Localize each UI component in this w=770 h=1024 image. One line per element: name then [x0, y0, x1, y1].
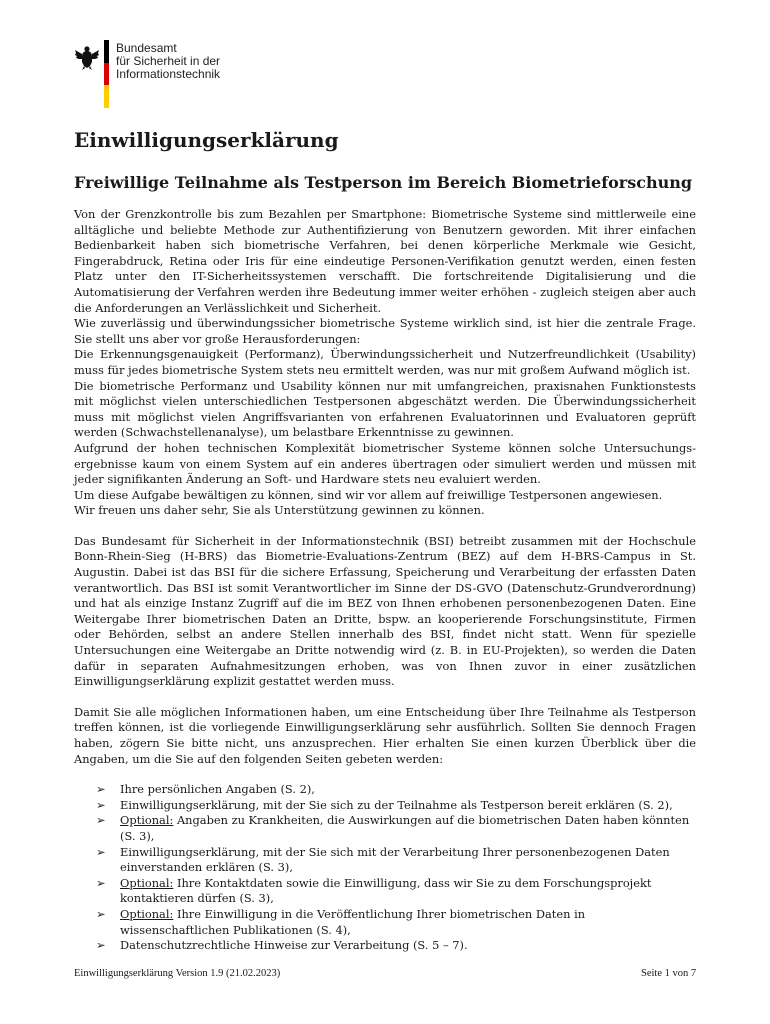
list-item — [74, 845, 696, 876]
document-title: Einwilligungserklärung — [74, 128, 339, 152]
arrow-bullet-icon: ➢ — [96, 938, 106, 953]
federal-eagle-icon — [74, 44, 100, 70]
intro-paragraph: Von der Grenzkontrolle bis zum Bezahlen per Smartphone: Biometrische Systeme sind mittlerweile eine alltägliche und beliebte Methode zur Authentifizierung von Benutzern geworden. Mit ihrer einfachen Bedienbarkeit haben sich biometrische Verfahren, bei denen körperliche Merkmale wie Gesicht, Fingerabdruck, Retina oder Iris für eine eindeutige Personen-Verifikation genutzt werden, einen festen Platz unter den IT-Sicherheitssystemen verschafft. Die fortschreitende Digitalisierung und die Automatisierung der Verfahren werden ihre Bedeutung immer weiter erhöhen - zugleich steigen aber auch die Anforderungen an Verlässlichkeit und Sicherheit. — [74, 207, 696, 315]
intro-paragraph: Wie zuverlässig und überwindungssicher biometrische Systeme wirklich sind, ist hier die zentrale Frage. Sie stellt uns aber vor große Herausforderungen: — [74, 316, 696, 346]
list-item-text: Ihre Einwilligung in die Veröffentlichung Ihrer biometrischen Daten in wissenschaftlichen Publikationen (S. 4), — [120, 906, 586, 937]
footer-version: Einwilligungserklärung Version 1.9 (21.02.2023) — [74, 968, 281, 979]
list-item-text: Datenschutzrechtliche Hinweise zur Verarbeitung (S. 5 – 7). — [120, 938, 468, 953]
intro-paragraph: Die biometrische Performanz und Usability können nur mit umfangreichen, praxisnahen Funktionstests mit möglichst vielen unterschiedlichen Testpersonen abgeschätzt werden. Die Überwindungssicherheit muss mit möglichst vielen Angriffsvarianten von erfahrenen Evaluatorinnen und Evaluatoren geprüft werden (Schwachstellenanalyse), um belastbare Erkenntnisse zu gewinnen. — [74, 378, 696, 440]
paragraph-gap — [74, 767, 696, 782]
list-item — [74, 798, 696, 814]
overview-list — [74, 782, 696, 954]
org-line-2: für Sicherheit in der — [116, 54, 221, 68]
arrow-bullet-icon: ➢ — [96, 875, 106, 890]
list-item — [74, 938, 696, 954]
org-line-1: Bundesamt — [116, 41, 177, 55]
body-text — [74, 207, 696, 954]
list-item — [74, 813, 696, 844]
org-line-3: Informationstechnik — [116, 67, 221, 81]
intro-paragraph: Die Erkennungsgenauigkeit (Performanz), Überwindungssicherheit und Nutzerfreundlichkeit (Usability) muss für jedes biometrische System stets neu ermittelt werden, was nur mit großem Aufwand möglich ist. — [74, 347, 696, 377]
list-item-text: Ihre persönlichen Angaben (S. 2), — [120, 782, 315, 797]
bsi-paragraph: Das Bundesamt für Sicherheit in der Informationstechnik (BSI) betreibt zusammen mit der Hochschule Bonn-Rhein-Sieg (H-BRS) das Biometrie-Evaluations-Zentrum (BEZ) auf dem H-BRS-Campus in St. Augustin. Dabei ist das BSI für die sichere Erfassung, Speicherung und Verarbeitung der erfassten Daten verantwortlich. Das BSI ist somit Verantwortlicher im Sinne der DS-GVO (Datenschutz-Grundverordnung) und hat als einzige Instanz Zugriff auf die im BEZ von Ihnen erhobenen personenbezogenen Daten. Eine Weitergabe Ihrer biometrischen Daten an Dritte, bspw. an kooperierende Forschungsinstitute, Firmen oder Behörden, selbst an andere Stellen innerhalb des BSI, findet nicht statt. Wenn für spezielle Untersuchungen eine Weitergabe an Dritte notwendig wird (z. B. in EU-Projekten), so werden die Daten dafür in separaten Aufnahmesitzungen erhoben, was von Ihnen zuvor in einer zusätzlichen Einwilligungserklärung explizit gestattet werden muss. — [74, 533, 696, 689]
arrow-bullet-icon: ➢ — [96, 782, 106, 797]
arrow-bullet-icon: ➢ — [96, 844, 106, 859]
paragraph-gap — [74, 690, 696, 705]
overview-paragraph: Damit Sie alle möglichen Informationen haben, um eine Entscheidung über Ihre Teilnahme als Testperson treffen können, ist die vorliegende Einwilligungserklärung sehr ausführlich. Sollten Sie dennoch Fragen haben, zögern Sie bitte nicht, uns anzusprechen. Hier erhalten Sie einen kurzen Überblick über die Angaben, um die Sie auf den folgenden Seiten gebeten werden: — [74, 704, 696, 766]
german-flag-stripe — [104, 40, 109, 108]
arrow-bullet-icon: ➢ — [96, 813, 106, 828]
list-item-text: Einwilligungserklärung, mit der Sie sich zu der Teilnahme als Testperson bereit erklären (S. 2), — [120, 797, 673, 812]
arrow-bullet-icon: ➢ — [96, 906, 106, 921]
list-item-text: Angaben zu Krankheiten, die Auswirkungen auf die biometrischen Daten haben könnten (S. 3), — [120, 813, 690, 843]
intro-paragraph: Aufgrund der hohen technischen Komplexität biometrischer Systeme können solche Untersuchungs-ergebnisse kaum von einem System auf ein anderes übertragen oder simuliert werden und müssen mit jeder signifikanten Änderung an Soft- und Hardware stets neu evaluiert werden. — [74, 440, 696, 487]
list-item — [74, 907, 696, 938]
document-subtitle: Freiwillige Teilnahme als Testperson im Bereich Biometrieforschung — [74, 173, 693, 192]
organization-name — [116, 42, 220, 81]
paragraph-gap — [74, 519, 696, 534]
optional-label: Optional: — [120, 906, 174, 921]
list-item-text: Ihre Kontaktdaten sowie die Einwilligung, dass wir Sie zu dem Forschungsprojekt kontaktieren dürfen (S. 3), — [120, 875, 652, 906]
footer-page-number: Seite 1 von 7 — [641, 968, 697, 979]
list-item-text: Einwilligungserklärung, mit der Sie sich mit der Verarbeitung Ihrer personenbezogenen Daten einverstanden erklären (S. 3), — [120, 844, 670, 875]
list-item — [74, 876, 696, 907]
list-item — [74, 782, 696, 798]
intro-paragraph: Wir freuen uns daher sehr, Sie als Unterstützung gewinnen zu können. — [74, 503, 485, 518]
optional-label: Optional: — [120, 813, 174, 828]
flag-stripe-red — [104, 63, 109, 86]
flag-stripe-gold — [104, 85, 109, 108]
arrow-bullet-icon: ➢ — [96, 797, 106, 812]
optional-label: Optional: — [120, 875, 174, 890]
flag-stripe-black — [104, 40, 109, 63]
intro-paragraph: Um diese Aufgabe bewältigen zu können, sind wir vor allem auf freiwillige Testpersonen angewiesen. — [74, 487, 663, 502]
